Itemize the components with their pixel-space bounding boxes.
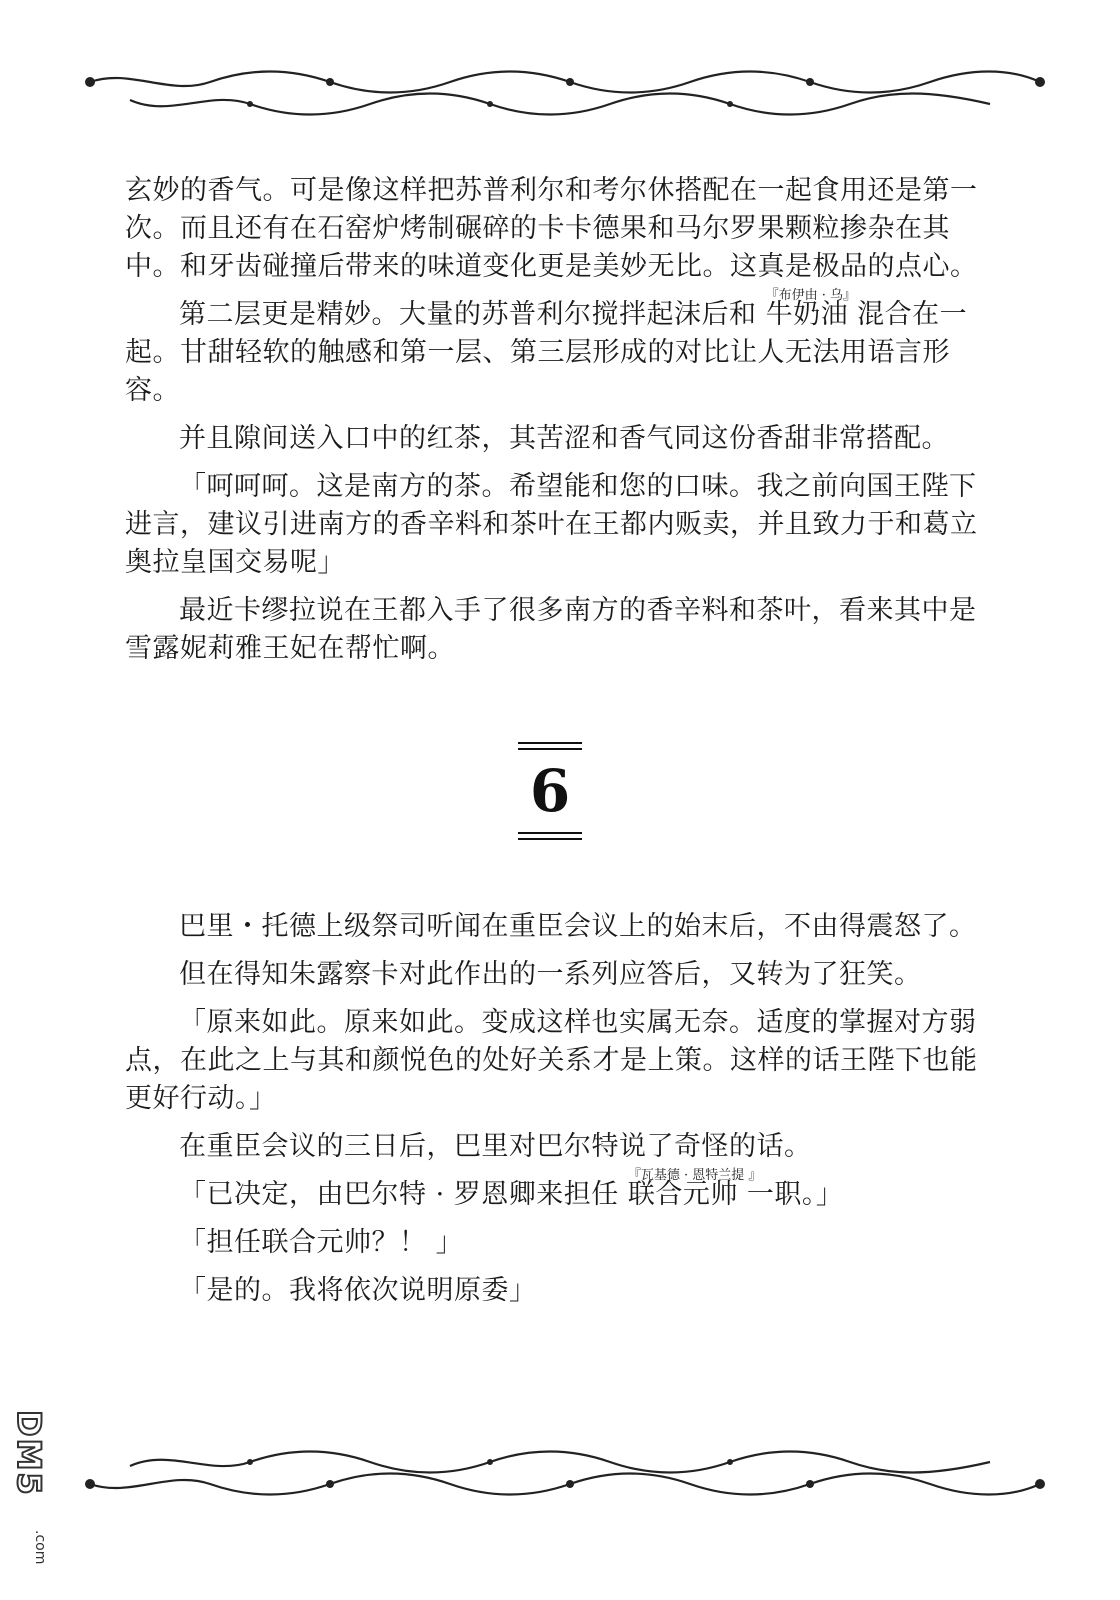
text-line: 但在得知朱露察卡对此作出的一系列应答后，又转为了狂笑。 xyxy=(179,959,922,990)
text-line: 中。和牙齿碰撞后带来的味道变化更是美妙无比。这真是极品的点心。 xyxy=(125,251,978,282)
ruby-base: 牛奶油 xyxy=(765,299,849,330)
text-line: 起。甘甜轻软的触感和第一层、第三层形成的对比让人无法用语言形 xyxy=(125,337,950,368)
chapter-rule xyxy=(518,742,582,744)
text-line: 玄妙的香气。可是像这样把苏普利尔和考尔休搭配在一起食用还是第一 xyxy=(125,175,978,206)
text-line: 容。 xyxy=(125,375,180,406)
body-text-top xyxy=(125,172,995,668)
text-line: 最近卡缪拉说在王都入手了很多南方的香辛料和茶叶，看来其中是 xyxy=(179,595,977,626)
text-line-with-ruby xyxy=(125,288,995,334)
text-line: 「原来如此。原来如此。变成这样也实属无奈。适度的掌握对方弱 xyxy=(179,1007,977,1038)
chapter-rule xyxy=(518,832,582,834)
ruby-text: 『布伊由 · 乌』 xyxy=(765,288,856,303)
chapter-number: 6 xyxy=(529,757,571,825)
text-line: 并且隙间送入口中的红茶，其苦涩和香气同这份香甜非常搭配。 xyxy=(179,423,949,454)
watermark-brand: DM5 xyxy=(10,1410,48,1497)
bottom-ornament-border xyxy=(70,1440,1050,1510)
chapter-rule xyxy=(518,838,582,840)
chapter-rule xyxy=(518,748,582,750)
body-text-bottom xyxy=(125,908,995,1310)
paragraph xyxy=(125,1224,995,1262)
paragraph xyxy=(125,956,995,994)
paragraph xyxy=(125,1272,995,1310)
paragraph xyxy=(125,908,995,946)
text-line: 奥拉皇国交易呢」 xyxy=(125,547,345,578)
ruby-base: 联合元帅 xyxy=(627,1179,738,1210)
ruby-annotation xyxy=(627,1168,762,1214)
text-segment: 「已决定，由巴尔特 · 罗恩卿来担任 xyxy=(179,1179,628,1210)
text-line: 进言，建议引进南方的香辛料和茶叶在王都内贩卖，并且致力于和葛立 xyxy=(125,509,978,540)
ruby-text: 『瓦基德 · 恩特兰提 』 xyxy=(627,1168,762,1183)
paragraph xyxy=(125,1168,995,1214)
text-line: 巴里・托德上级祭司听闻在重臣会议上的始末后，不由得震怒了。 xyxy=(179,911,977,942)
text-line: 点，在此之上与其和颜悦色的处好关系才是上策。这样的话王陛下也能 xyxy=(125,1045,978,1076)
top-ornament-border xyxy=(70,60,1050,130)
site-watermark xyxy=(6,1410,54,1570)
paragraph xyxy=(125,1004,995,1118)
ruby-annotation xyxy=(765,288,856,334)
text-line: 「担任联合元帅？！ 」 xyxy=(179,1227,464,1258)
text-line: 「是的。我将依次说明原委」 xyxy=(179,1275,537,1306)
text-segment: 一职。」 xyxy=(737,1179,844,1210)
paragraph xyxy=(125,288,995,410)
text-segment: 混合在一 xyxy=(848,299,968,330)
chapter-heading xyxy=(510,738,590,844)
text-line: 更好行动。」 xyxy=(125,1083,277,1114)
paragraph xyxy=(125,420,995,458)
watermark-domain: .com xyxy=(32,1530,48,1565)
text-segment: 第二层更是精妙。大量的苏普利尔搅拌起沫后和 xyxy=(179,299,766,330)
text-line: 「呵呵呵。这是南方的茶。希望能和您的口味。我之前向国王陛下 xyxy=(179,471,977,502)
paragraph xyxy=(125,592,995,668)
paragraph xyxy=(125,172,995,286)
paragraph xyxy=(125,1128,995,1166)
text-line: 在重臣会议的三日后，巴里对巴尔特说了奇怪的话。 xyxy=(179,1131,812,1162)
text-line: 次。而且还有在石窑炉烤制碾碎的卡卡德果和马尔罗果颗粒掺杂在其 xyxy=(125,213,950,244)
text-line-with-ruby xyxy=(125,1168,995,1214)
paragraph xyxy=(125,468,995,582)
text-line: 雪露妮莉雅王妃在帮忙啊。 xyxy=(125,633,455,664)
